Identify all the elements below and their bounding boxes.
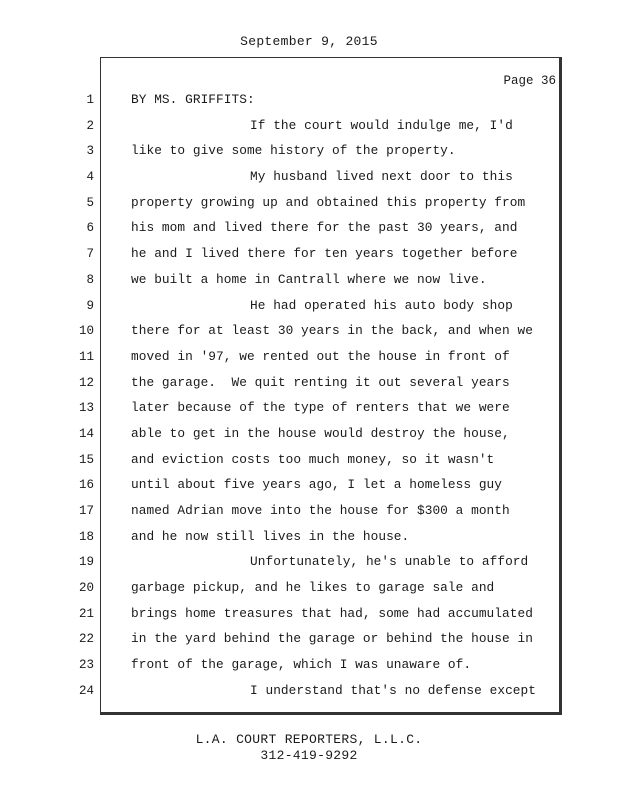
transcript-line: and he now still lives in the house. — [131, 528, 410, 544]
line-number: 17 — [78, 504, 94, 518]
transcript-body — [131, 92, 551, 709]
line-number: 5 — [86, 195, 94, 210]
transcript-line: his mom and lived there for the past 30 years, and — [131, 220, 518, 236]
line-number: 8 — [86, 272, 94, 287]
line-number: 24 — [78, 683, 94, 698]
line-number: 3 — [86, 144, 94, 159]
transcript-line: I understand that's no defense except — [250, 682, 536, 698]
line-number: 7 — [86, 247, 94, 262]
line-number-column — [60, 92, 94, 709]
line-number: 23 — [78, 658, 94, 673]
line-number: 18 — [78, 529, 94, 544]
line-number: 15 — [78, 452, 94, 467]
line-number: 10 — [78, 324, 94, 339]
line-number: 19 — [78, 555, 94, 570]
transcript-line: If the court would indulge me, I'd — [250, 117, 513, 133]
transcript-line: he and I lived there for ten years together before — [131, 246, 518, 262]
transcript-line: in the yard behind the garage or behind the house in — [131, 631, 533, 647]
footer-phone: 312-419-9292 — [260, 748, 358, 763]
line-number: 11 — [78, 349, 94, 364]
line-number: 6 — [86, 221, 94, 236]
header-date: September 9, 2015 — [240, 34, 378, 49]
transcript-line: the garage. We quit renting it out several years — [131, 374, 510, 390]
transcript-line: named Adrian move into the house for $300 a month — [131, 503, 510, 518]
transcript-line: garbage pickup, and he likes to garage sale and — [131, 580, 495, 596]
transcript-line: property growing up and obtained this property from — [131, 194, 526, 210]
transcript-line: and eviction costs too much money, so it wasn't — [131, 451, 495, 467]
page-number: Page 36 — [503, 74, 556, 88]
line-number: 22 — [78, 632, 94, 647]
transcript-line: later because of the type of renters that we were — [131, 400, 510, 416]
transcript-line: moved in '97, we rented out the house in front of — [131, 348, 510, 364]
transcript-line: we built a home in Cantrall where we now live. — [131, 271, 487, 287]
transcript-line: BY MS. GRIFFITS: — [131, 92, 255, 107]
transcript-line: He had operated his auto body shop — [250, 297, 513, 313]
transcript-line: like to give some history of the property. — [131, 143, 456, 159]
transcript-line: front of the garage, which I was unaware of. — [131, 657, 472, 673]
line-number: 12 — [78, 375, 94, 390]
footer-company: L.A. COURT REPORTERS, L.L.C. — [195, 732, 423, 747]
transcript-line: brings home treasures that had, some had accumulated — [131, 605, 533, 621]
line-number: 14 — [78, 426, 94, 441]
transcript-line: there for at least 30 years in the back, and when we — [131, 323, 533, 339]
line-number: 21 — [78, 606, 94, 621]
transcript-line: able to get in the house would destroy the house, — [131, 425, 510, 441]
transcript-line: My husband lived next door to this — [250, 169, 513, 185]
line-number: 2 — [86, 118, 94, 133]
line-number: 16 — [78, 478, 94, 493]
line-number: 9 — [86, 298, 94, 313]
line-number: 1 — [86, 93, 94, 107]
transcript-line: Unfortunately, he's unable to afford — [250, 554, 529, 570]
transcript-line: until about five years ago, I let a homeless guy — [131, 477, 503, 493]
line-number: 4 — [86, 170, 94, 185]
line-number: 20 — [78, 581, 94, 596]
line-number: 13 — [78, 401, 94, 416]
